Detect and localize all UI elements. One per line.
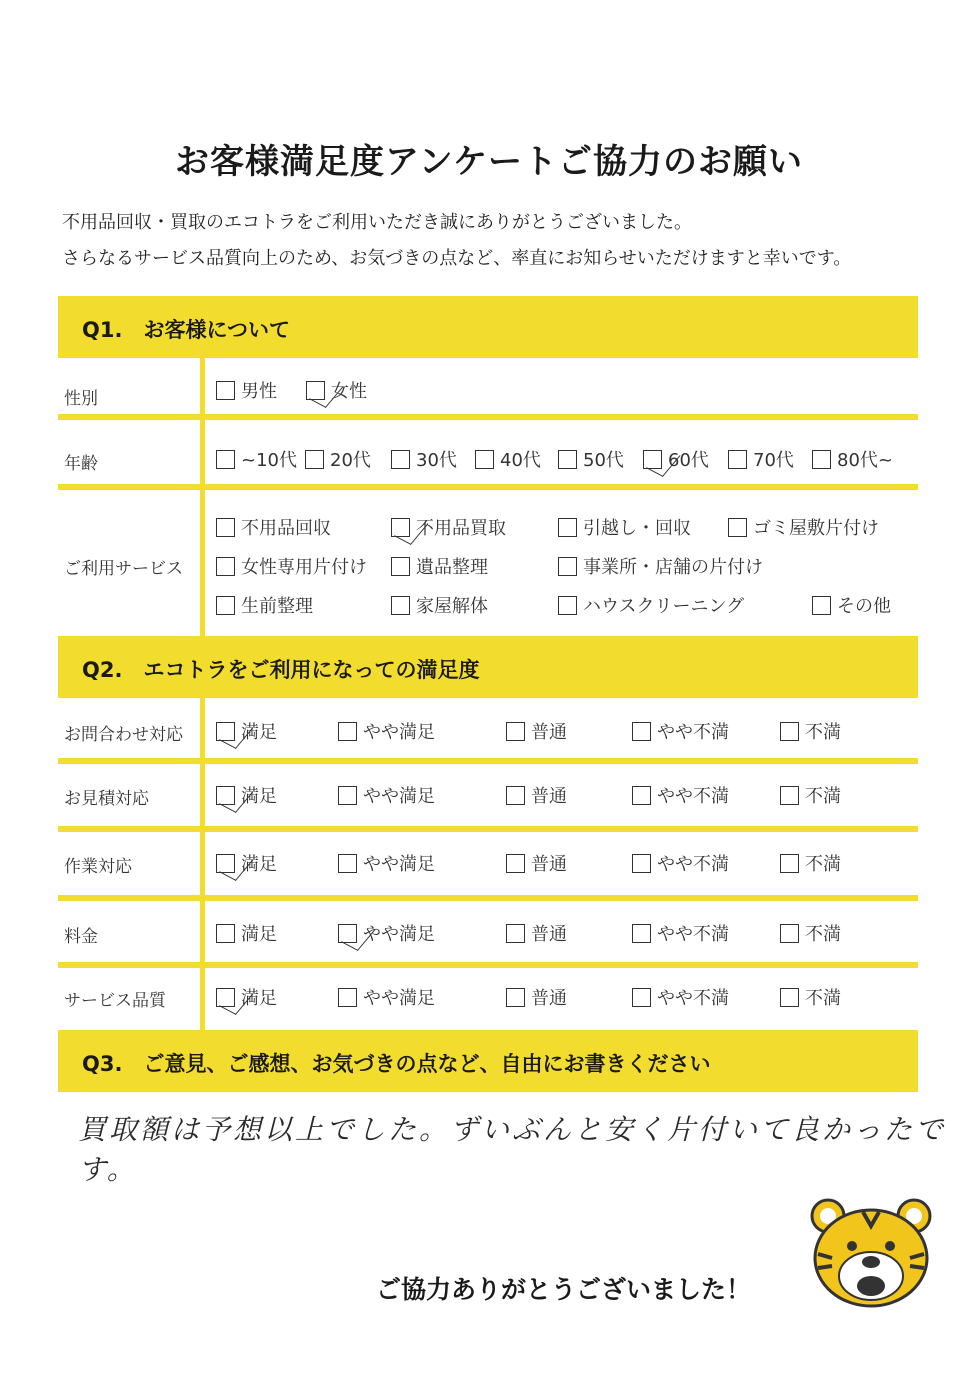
- option-label: 20代: [330, 450, 371, 471]
- age-option[interactable]: [475, 446, 541, 472]
- age-option[interactable]: [305, 446, 371, 472]
- age-option[interactable]: [643, 446, 709, 472]
- intro-line-2: さらなるサービス品質向上のため、お気づきの点など、率直にお知らせいただけますと幸いです。: [62, 248, 852, 269]
- option-label: 50代: [583, 450, 624, 471]
- satisfaction-option[interactable]: [780, 850, 841, 876]
- age-option[interactable]: [391, 446, 457, 472]
- option-label: 女性: [331, 381, 367, 402]
- service-option[interactable]: [216, 553, 367, 579]
- checkbox[interactable]: [338, 924, 357, 943]
- satisfaction-option[interactable]: [780, 920, 841, 946]
- option-label: 不満: [805, 924, 841, 945]
- option-label: やや不満: [657, 854, 729, 875]
- tiger-mascot-icon: [808, 1196, 934, 1308]
- option-label: やや不満: [657, 988, 729, 1009]
- service-option[interactable]: [391, 514, 506, 540]
- option-label: 家屋解体: [416, 596, 488, 617]
- option-label: 40代: [500, 450, 541, 471]
- satisfaction-option[interactable]: [216, 850, 277, 876]
- option-label: 普通: [531, 786, 567, 807]
- option-label: やや満足: [363, 988, 435, 1009]
- option-label: 満足: [241, 924, 277, 945]
- satisfaction-option[interactable]: [338, 920, 435, 946]
- checkbox[interactable]: [216, 786, 235, 805]
- q2-row-separator: [58, 895, 918, 901]
- checkbox[interactable]: [558, 557, 577, 576]
- option-label: 30代: [416, 450, 457, 471]
- service-option[interactable]: [558, 592, 744, 618]
- option-label: 男性: [241, 381, 277, 402]
- satisfaction-option[interactable]: [632, 920, 729, 946]
- satisfaction-row-label: サービス品質: [64, 991, 166, 1011]
- checkbox[interactable]: [338, 722, 357, 741]
- satisfaction-option[interactable]: [632, 850, 729, 876]
- satisfaction-option[interactable]: [506, 850, 567, 876]
- satisfaction-option[interactable]: [216, 718, 277, 744]
- option-label: やや満足: [363, 722, 435, 743]
- checkbox[interactable]: [216, 381, 235, 400]
- service-option[interactable]: [558, 553, 763, 579]
- page-title: お客様満足度アンケートご協力のお願い: [175, 142, 803, 182]
- option-label: 普通: [531, 924, 567, 945]
- checkbox[interactable]: [780, 722, 799, 741]
- checkbox[interactable]: [632, 722, 651, 741]
- satisfaction-option[interactable]: [780, 782, 841, 808]
- satisfaction-option[interactable]: [338, 984, 435, 1010]
- q2-row-separator: [58, 758, 918, 764]
- satisfaction-row-label: 料金: [64, 927, 98, 947]
- option-label: 普通: [531, 854, 567, 875]
- checkbox[interactable]: [338, 988, 357, 1007]
- thanks-message: ご協力ありがとうございました！: [376, 1275, 752, 1304]
- checkbox[interactable]: [558, 450, 577, 469]
- option-label: 80代~: [837, 450, 893, 471]
- satisfaction-option[interactable]: [338, 850, 435, 876]
- checkbox[interactable]: [780, 854, 799, 873]
- checkbox[interactable]: [632, 854, 651, 873]
- satisfaction-option[interactable]: [216, 782, 277, 808]
- checkbox[interactable]: [780, 924, 799, 943]
- checkbox[interactable]: [216, 557, 235, 576]
- checkbox[interactable]: [632, 786, 651, 805]
- satisfaction-option[interactable]: [216, 984, 277, 1010]
- satisfaction-option[interactable]: [780, 984, 841, 1010]
- satisfaction-row-label: 作業対応: [64, 857, 132, 877]
- option-label: 不満: [805, 786, 841, 807]
- checkbox[interactable]: [391, 557, 410, 576]
- checkbox[interactable]: [216, 518, 235, 537]
- option-label: 不用品回収: [241, 518, 331, 539]
- option-label: やや満足: [363, 854, 435, 875]
- gender-option[interactable]: [306, 377, 367, 403]
- satisfaction-option[interactable]: [338, 718, 435, 744]
- age-label: 年齢: [64, 454, 98, 474]
- option-label: 不満: [805, 988, 841, 1009]
- checkbox[interactable]: [812, 450, 831, 469]
- checkbox[interactable]: [812, 596, 831, 615]
- checkbox[interactable]: [558, 596, 577, 615]
- option-label: やや不満: [657, 722, 729, 743]
- checkbox[interactable]: [216, 988, 235, 1007]
- service-option[interactable]: [728, 514, 879, 540]
- service-option[interactable]: [558, 514, 691, 540]
- option-label: 満足: [241, 854, 277, 875]
- checkbox[interactable]: [506, 786, 525, 805]
- option-label: 普通: [531, 722, 567, 743]
- satisfaction-option[interactable]: [506, 920, 567, 946]
- satisfaction-option[interactable]: [216, 920, 277, 946]
- checkbox[interactable]: [338, 854, 357, 873]
- checkbox[interactable]: [643, 450, 662, 469]
- satisfaction-option[interactable]: [338, 782, 435, 808]
- option-label: ~10代: [241, 450, 297, 471]
- checkbox[interactable]: [475, 450, 494, 469]
- checkbox[interactable]: [632, 988, 651, 1007]
- satisfaction-option[interactable]: [632, 718, 729, 744]
- option-label: 不満: [805, 854, 841, 875]
- satisfaction-row-label: お見積対応: [64, 789, 149, 809]
- age-option[interactable]: [812, 446, 893, 472]
- checkbox[interactable]: [391, 518, 410, 537]
- option-label: 引越し・回収: [583, 518, 691, 539]
- checkbox[interactable]: [305, 450, 324, 469]
- checkbox[interactable]: [632, 924, 651, 943]
- service-option[interactable]: [391, 592, 488, 618]
- option-label: 不用品買取: [416, 518, 506, 539]
- checkbox[interactable]: [506, 854, 525, 873]
- service-option[interactable]: [812, 592, 891, 618]
- option-label: ゴミ屋敷片付け: [753, 518, 879, 539]
- service-label: ご利用サービス: [64, 559, 183, 579]
- q2-row-separator: [58, 962, 918, 968]
- option-label: その他: [837, 596, 891, 617]
- option-label: やや不満: [657, 786, 729, 807]
- option-label: 満足: [241, 786, 277, 807]
- checkbox[interactable]: [728, 518, 747, 537]
- age-option[interactable]: [728, 446, 794, 472]
- checkbox[interactable]: [506, 722, 525, 741]
- satisfaction-option[interactable]: [506, 782, 567, 808]
- option-label: 事業所・店舗の片付け: [583, 557, 763, 578]
- checkbox[interactable]: [216, 596, 235, 615]
- q2-row-separator: [58, 826, 918, 832]
- gender-label: 性別: [64, 389, 98, 409]
- option-label: 普通: [531, 988, 567, 1009]
- q1-row-separator: [58, 414, 918, 420]
- satisfaction-option[interactable]: [780, 718, 841, 744]
- option-label: 60代: [668, 450, 709, 471]
- age-option[interactable]: [216, 446, 297, 472]
- checkbox[interactable]: [391, 450, 410, 469]
- option-label: やや満足: [363, 924, 435, 945]
- satisfaction-row-label: お問合わせ対応: [64, 725, 183, 745]
- gender-option[interactable]: [216, 377, 277, 403]
- q1-divider: [200, 358, 205, 636]
- option-label: 70代: [753, 450, 794, 471]
- checkbox[interactable]: [506, 924, 525, 943]
- q1-row-separator: [58, 484, 918, 490]
- option-label: 生前整理: [241, 596, 313, 617]
- option-label: 遺品整理: [416, 557, 488, 578]
- satisfaction-option[interactable]: [632, 782, 729, 808]
- option-label: やや満足: [363, 786, 435, 807]
- checkbox[interactable]: [338, 786, 357, 805]
- checkbox[interactable]: [780, 786, 799, 805]
- option-label: 不満: [805, 722, 841, 743]
- checkbox[interactable]: [306, 381, 325, 400]
- checkbox[interactable]: [216, 924, 235, 943]
- option-label: やや不満: [657, 924, 729, 945]
- checkbox[interactable]: [216, 450, 235, 469]
- service-option[interactable]: [216, 592, 313, 618]
- q1-heading: Q1. お客様について: [82, 318, 291, 342]
- q3-handwritten-answer: 買取額は予想以上でした。ずいぶんと安く片付いて良かったです。: [78, 1113, 947, 1186]
- option-label: 満足: [241, 988, 277, 1009]
- satisfaction-option[interactable]: [632, 984, 729, 1010]
- service-option[interactable]: [216, 514, 331, 540]
- option-label: 満足: [241, 722, 277, 743]
- checkbox[interactable]: [216, 722, 235, 741]
- option-label: ハウスクリーニング: [583, 596, 745, 617]
- checkbox[interactable]: [216, 854, 235, 873]
- intro-line-1: 不用品回収・買取のエコトラをご利用いただき誠にありがとうございました。: [62, 212, 692, 233]
- checkbox[interactable]: [728, 450, 747, 469]
- checkbox[interactable]: [558, 518, 577, 537]
- q2-heading: Q2. エコトラをご利用になっての満足度: [82, 658, 480, 682]
- age-option[interactable]: [558, 446, 624, 472]
- satisfaction-option[interactable]: [506, 984, 567, 1010]
- checkbox[interactable]: [780, 988, 799, 1007]
- q3-heading: Q3. ご意見、ご感想、お気づきの点など、自由にお書きください: [82, 1052, 711, 1076]
- q2-divider: [200, 698, 205, 1030]
- satisfaction-option[interactable]: [506, 718, 567, 744]
- option-label: 女性専用片付け: [241, 557, 367, 578]
- service-option[interactable]: [391, 553, 488, 579]
- checkbox[interactable]: [391, 596, 410, 615]
- checkbox[interactable]: [506, 988, 525, 1007]
